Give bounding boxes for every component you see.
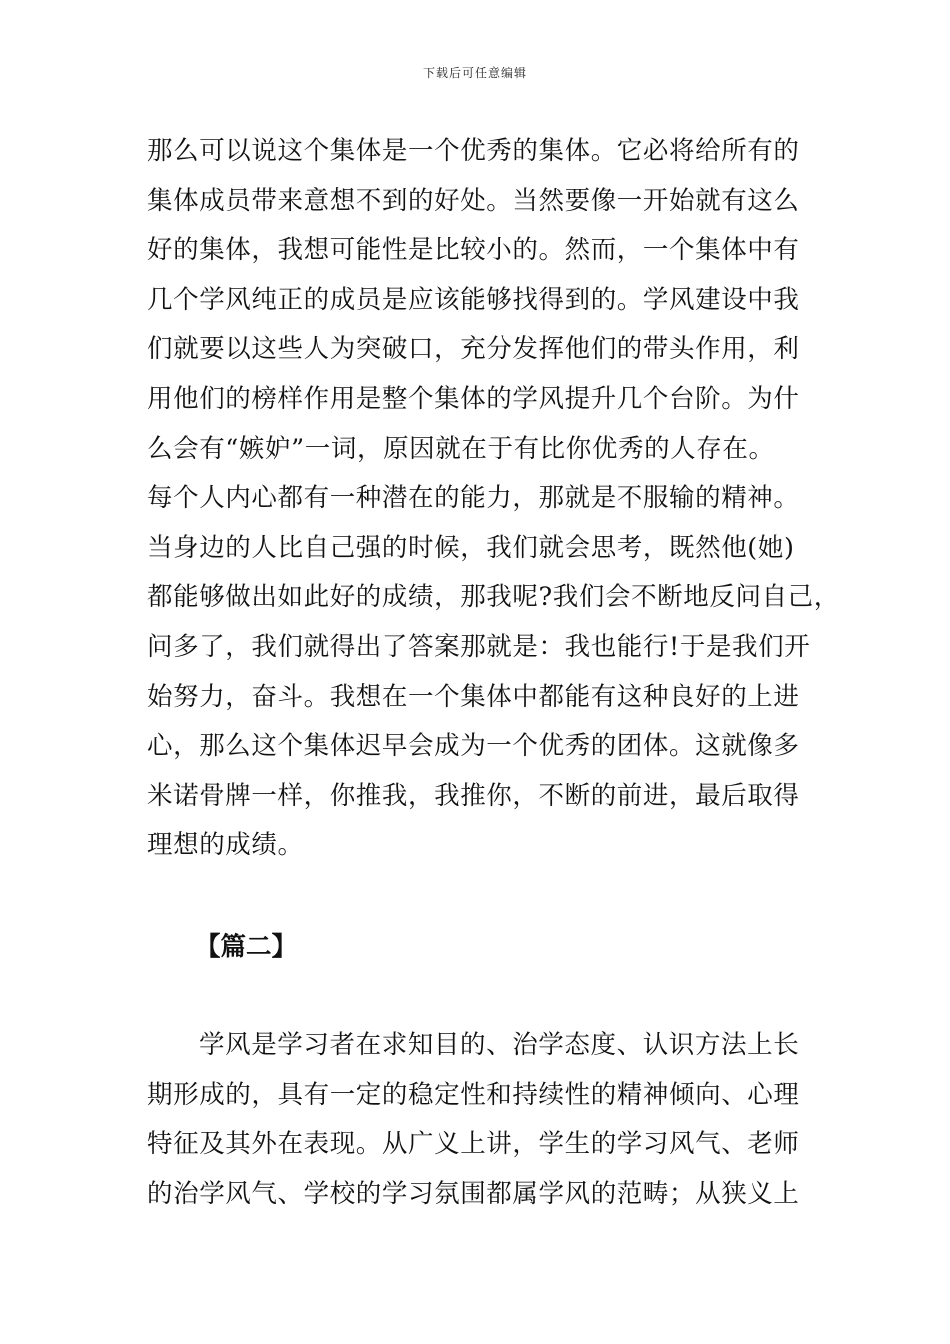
- text-line: 几个学风纯正的成员是应该能够找得到的。学风建设中我: [147, 284, 800, 315]
- text-line: 当身边的人比自己强的时候，我们就会思考，既然他(她): [147, 532, 795, 563]
- section-two-body: [147, 1021, 827, 1219]
- text-line: 始努力，奋斗。我想在一个集体中都能有这种良好的上进: [147, 681, 800, 712]
- page-header: 下载后可任意编辑: [422, 66, 527, 80]
- text-line: 心，那么这个集体迟早会成为一个优秀的团体。这就像多: [147, 731, 800, 762]
- text-line: 特征及其外在表现。从广义上讲，学生的学习风气、老师: [147, 1129, 800, 1160]
- section-one-body: [147, 127, 840, 871]
- text-line: 么会有“嫉妒”一词，原因就在于有比你优秀的人存在。: [147, 433, 775, 464]
- text-line: 理想的成绩。: [147, 830, 304, 861]
- text-line: 好的集体，我想可能性是比较小的。然而，一个集体中有: [147, 235, 800, 266]
- text-line: 米诺骨牌一样，你推我，我推你，不断的前进，最后取得: [147, 780, 800, 811]
- text-line: 都能够做出如此好的成绩，那我呢?我们会不断地反问自己，: [147, 582, 840, 613]
- text-line: 学风是学习者在求知目的、治学态度、认识方法上长: [199, 1030, 800, 1060]
- section-two-heading: 【篇二】: [195, 932, 298, 962]
- text-line: 那么可以说这个集体是一个优秀的集体。它必将给所有的: [147, 136, 800, 166]
- text-line: 的治学风气、学校的学习氛围都属学风的范畴；从狭义上: [147, 1178, 800, 1209]
- text-line: 问多了，我们就得出了答案那就是：我也能行!于是我们开: [147, 631, 811, 662]
- text-line: 集体成员带来意想不到的好处。当然要像一开始就有这么: [147, 185, 800, 216]
- text-line: 们就要以这些人为突破口，充分发挥他们的带头作用，利: [147, 334, 800, 365]
- text-line: 期形成的，具有一定的稳定性和持续性的精神倾向、心理: [147, 1079, 800, 1110]
- text-line: 每个人内心都有一种潜在的能力，那就是不服输的精神。: [147, 483, 800, 514]
- text-line: 用他们的榜样作用是整个集体的学风提升几个台阶。为什: [147, 383, 800, 414]
